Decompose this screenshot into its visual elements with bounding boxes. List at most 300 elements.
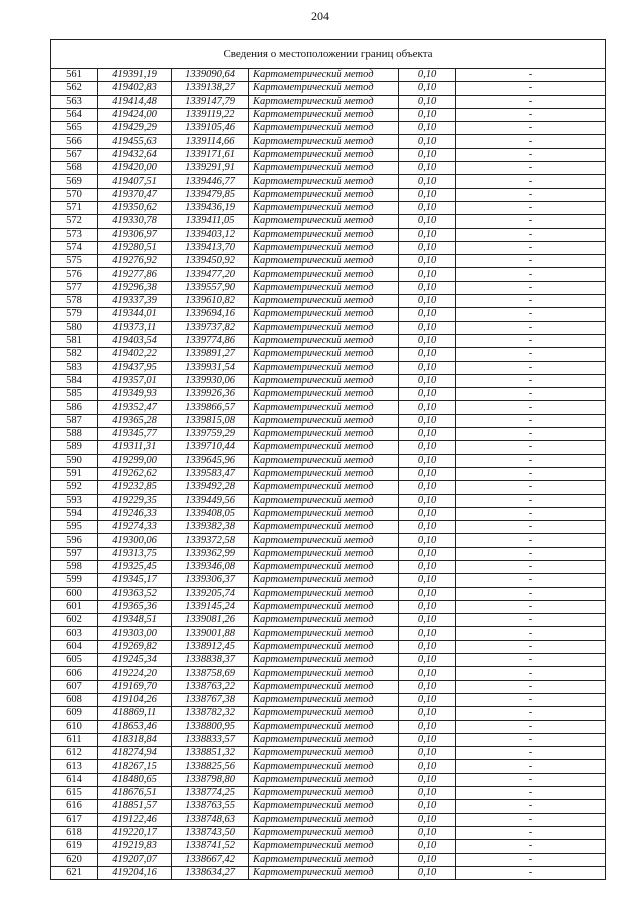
x-coordinate-cell: 419104,26 bbox=[98, 693, 172, 706]
table-row bbox=[51, 334, 606, 347]
y-coordinate-cell: 1338741,52 bbox=[172, 840, 249, 853]
point-number-cell: 566 bbox=[51, 135, 98, 148]
x-coordinate-cell: 419345,77 bbox=[98, 428, 172, 441]
y-coordinate-cell: 1339205,74 bbox=[172, 587, 249, 600]
table-row bbox=[51, 175, 606, 188]
x-coordinate-cell: 419262,62 bbox=[98, 467, 172, 480]
accuracy-cell: 0,10 bbox=[399, 82, 456, 95]
accuracy-cell: 0,10 bbox=[399, 135, 456, 148]
note-cell: - bbox=[456, 640, 606, 653]
y-coordinate-cell: 1339891,27 bbox=[172, 348, 249, 361]
table-row bbox=[51, 108, 606, 121]
table-row bbox=[51, 481, 606, 494]
accuracy-cell: 0,10 bbox=[399, 654, 456, 667]
accuracy-cell: 0,10 bbox=[399, 800, 456, 813]
x-coordinate-cell: 419207,07 bbox=[98, 853, 172, 866]
table-row bbox=[51, 747, 606, 760]
point-number-cell: 576 bbox=[51, 268, 98, 281]
x-coordinate-cell: 419365,36 bbox=[98, 600, 172, 613]
method-cell: Картометрический метод bbox=[249, 614, 399, 627]
accuracy-cell: 0,10 bbox=[399, 627, 456, 640]
accuracy-cell: 0,10 bbox=[399, 481, 456, 494]
method-cell: Картометрический метод bbox=[249, 654, 399, 667]
x-coordinate-cell: 418653,46 bbox=[98, 720, 172, 733]
method-cell: Картометрический метод bbox=[249, 587, 399, 600]
note-cell: - bbox=[456, 467, 606, 480]
note-cell: - bbox=[456, 441, 606, 454]
table-row bbox=[51, 560, 606, 573]
x-coordinate-cell: 419349,93 bbox=[98, 388, 172, 401]
note-cell: - bbox=[456, 627, 606, 640]
method-cell: Картометрический метод bbox=[249, 627, 399, 640]
method-cell: Картометрический метод bbox=[249, 162, 399, 175]
point-number-cell: 567 bbox=[51, 148, 98, 161]
x-coordinate-cell: 419303,00 bbox=[98, 627, 172, 640]
y-coordinate-cell: 1338748,63 bbox=[172, 813, 249, 826]
x-coordinate-cell: 419337,39 bbox=[98, 295, 172, 308]
point-number-cell: 561 bbox=[51, 69, 98, 82]
x-coordinate-cell: 419345,17 bbox=[98, 574, 172, 587]
table-row bbox=[51, 680, 606, 693]
point-number-cell: 592 bbox=[51, 481, 98, 494]
method-cell: Картометрический метод bbox=[249, 534, 399, 547]
x-coordinate-cell: 418851,57 bbox=[98, 800, 172, 813]
accuracy-cell: 0,10 bbox=[399, 574, 456, 587]
method-cell: Картометрический метод bbox=[249, 640, 399, 653]
note-cell: - bbox=[456, 787, 606, 800]
x-coordinate-cell: 419280,51 bbox=[98, 241, 172, 254]
y-coordinate-cell: 1339645,96 bbox=[172, 454, 249, 467]
x-coordinate-cell: 419407,51 bbox=[98, 175, 172, 188]
note-cell: - bbox=[456, 321, 606, 334]
point-number-cell: 590 bbox=[51, 454, 98, 467]
x-coordinate-cell: 418267,15 bbox=[98, 760, 172, 773]
table-row bbox=[51, 600, 606, 613]
method-cell: Картометрический метод bbox=[249, 374, 399, 387]
accuracy-cell: 0,10 bbox=[399, 69, 456, 82]
accuracy-cell: 0,10 bbox=[399, 414, 456, 427]
table-row bbox=[51, 693, 606, 706]
point-number-cell: 598 bbox=[51, 560, 98, 573]
note-cell: - bbox=[456, 614, 606, 627]
note-cell: - bbox=[456, 228, 606, 241]
note-cell: - bbox=[456, 507, 606, 520]
boundary-table-container bbox=[50, 39, 605, 880]
y-coordinate-cell: 1338798,80 bbox=[172, 773, 249, 786]
x-coordinate-cell: 419313,75 bbox=[98, 547, 172, 560]
y-coordinate-cell: 1339737,82 bbox=[172, 321, 249, 334]
point-number-cell: 599 bbox=[51, 574, 98, 587]
point-number-cell: 607 bbox=[51, 680, 98, 693]
note-cell: - bbox=[456, 188, 606, 201]
y-coordinate-cell: 1339583,47 bbox=[172, 467, 249, 480]
table-row bbox=[51, 295, 606, 308]
point-number-cell: 601 bbox=[51, 600, 98, 613]
point-number-cell: 581 bbox=[51, 334, 98, 347]
accuracy-cell: 0,10 bbox=[399, 162, 456, 175]
note-cell: - bbox=[456, 135, 606, 148]
table-row bbox=[51, 733, 606, 746]
point-number-cell: 568 bbox=[51, 162, 98, 175]
method-cell: Картометрический метод bbox=[249, 281, 399, 294]
y-coordinate-cell: 1339171,61 bbox=[172, 148, 249, 161]
method-cell: Картометрический метод bbox=[249, 733, 399, 746]
y-coordinate-cell: 1339492,28 bbox=[172, 481, 249, 494]
accuracy-cell: 0,10 bbox=[399, 733, 456, 746]
accuracy-cell: 0,10 bbox=[399, 175, 456, 188]
x-coordinate-cell: 419370,47 bbox=[98, 188, 172, 201]
y-coordinate-cell: 1339694,16 bbox=[172, 308, 249, 321]
point-number-cell: 596 bbox=[51, 534, 98, 547]
y-coordinate-cell: 1338743,50 bbox=[172, 826, 249, 839]
x-coordinate-cell: 419246,33 bbox=[98, 507, 172, 520]
accuracy-cell: 0,10 bbox=[399, 547, 456, 560]
accuracy-cell: 0,10 bbox=[399, 534, 456, 547]
y-coordinate-cell: 1338774,25 bbox=[172, 787, 249, 800]
point-number-cell: 579 bbox=[51, 308, 98, 321]
table-row bbox=[51, 640, 606, 653]
point-number-cell: 603 bbox=[51, 627, 98, 640]
x-coordinate-cell: 418676,51 bbox=[98, 787, 172, 800]
point-number-cell: 594 bbox=[51, 507, 98, 520]
table-row bbox=[51, 494, 606, 507]
accuracy-cell: 0,10 bbox=[399, 747, 456, 760]
point-number-cell: 608 bbox=[51, 693, 98, 706]
method-cell: Картометрический метод bbox=[249, 401, 399, 414]
y-coordinate-cell: 1339411,05 bbox=[172, 215, 249, 228]
note-cell: - bbox=[456, 175, 606, 188]
y-coordinate-cell: 1339931,54 bbox=[172, 361, 249, 374]
accuracy-cell: 0,10 bbox=[399, 228, 456, 241]
note-cell: - bbox=[456, 334, 606, 347]
note-cell: - bbox=[456, 201, 606, 214]
x-coordinate-cell: 418480,65 bbox=[98, 773, 172, 786]
table-row bbox=[51, 866, 606, 879]
x-coordinate-cell: 419232,85 bbox=[98, 481, 172, 494]
point-number-cell: 606 bbox=[51, 667, 98, 680]
x-coordinate-cell: 419403,54 bbox=[98, 334, 172, 347]
note-cell: - bbox=[456, 122, 606, 135]
table-row bbox=[51, 148, 606, 161]
table-row bbox=[51, 255, 606, 268]
x-coordinate-cell: 419330,78 bbox=[98, 215, 172, 228]
point-number-cell: 585 bbox=[51, 388, 98, 401]
accuracy-cell: 0,10 bbox=[399, 494, 456, 507]
point-number-cell: 572 bbox=[51, 215, 98, 228]
note-cell: - bbox=[456, 281, 606, 294]
table-row bbox=[51, 507, 606, 520]
method-cell: Картометрический метод bbox=[249, 201, 399, 214]
y-coordinate-cell: 1339362,99 bbox=[172, 547, 249, 560]
point-number-cell: 573 bbox=[51, 228, 98, 241]
table-row bbox=[51, 840, 606, 853]
accuracy-cell: 0,10 bbox=[399, 507, 456, 520]
x-coordinate-cell: 419391,19 bbox=[98, 69, 172, 82]
y-coordinate-cell: 1339815,08 bbox=[172, 414, 249, 427]
note-cell: - bbox=[456, 401, 606, 414]
table-row bbox=[51, 374, 606, 387]
accuracy-cell: 0,10 bbox=[399, 614, 456, 627]
accuracy-cell: 0,10 bbox=[399, 853, 456, 866]
table-row bbox=[51, 614, 606, 627]
point-number-cell: 610 bbox=[51, 720, 98, 733]
point-number-cell: 616 bbox=[51, 800, 98, 813]
method-cell: Картометрический метод bbox=[249, 760, 399, 773]
accuracy-cell: 0,10 bbox=[399, 361, 456, 374]
y-coordinate-cell: 1338800,95 bbox=[172, 720, 249, 733]
point-number-cell: 578 bbox=[51, 295, 98, 308]
accuracy-cell: 0,10 bbox=[399, 693, 456, 706]
point-number-cell: 595 bbox=[51, 521, 98, 534]
note-cell: - bbox=[456, 308, 606, 321]
note-cell: - bbox=[456, 587, 606, 600]
method-cell: Картометрический метод bbox=[249, 853, 399, 866]
point-number-cell: 582 bbox=[51, 348, 98, 361]
accuracy-cell: 0,10 bbox=[399, 760, 456, 773]
table-row bbox=[51, 627, 606, 640]
point-number-cell: 621 bbox=[51, 866, 98, 879]
note-cell: - bbox=[456, 348, 606, 361]
note-cell: - bbox=[456, 866, 606, 879]
accuracy-cell: 0,10 bbox=[399, 321, 456, 334]
y-coordinate-cell: 1339408,05 bbox=[172, 507, 249, 520]
method-cell: Картометрический метод bbox=[249, 720, 399, 733]
point-number-cell: 602 bbox=[51, 614, 98, 627]
note-cell: - bbox=[456, 773, 606, 786]
accuracy-cell: 0,10 bbox=[399, 454, 456, 467]
table-row bbox=[51, 587, 606, 600]
x-coordinate-cell: 419300,06 bbox=[98, 534, 172, 547]
y-coordinate-cell: 1339479,85 bbox=[172, 188, 249, 201]
note-cell: - bbox=[456, 707, 606, 720]
note-cell: - bbox=[456, 720, 606, 733]
y-coordinate-cell: 1339346,08 bbox=[172, 560, 249, 573]
table-row bbox=[51, 547, 606, 560]
table-row bbox=[51, 135, 606, 148]
point-number-cell: 605 bbox=[51, 654, 98, 667]
x-coordinate-cell: 419299,00 bbox=[98, 454, 172, 467]
accuracy-cell: 0,10 bbox=[399, 295, 456, 308]
accuracy-cell: 0,10 bbox=[399, 720, 456, 733]
note-cell: - bbox=[456, 600, 606, 613]
point-number-cell: 609 bbox=[51, 707, 98, 720]
y-coordinate-cell: 1339450,92 bbox=[172, 255, 249, 268]
x-coordinate-cell: 419229,35 bbox=[98, 494, 172, 507]
y-coordinate-cell: 1339759,29 bbox=[172, 428, 249, 441]
y-coordinate-cell: 1339306,37 bbox=[172, 574, 249, 587]
x-coordinate-cell: 419365,28 bbox=[98, 414, 172, 427]
y-coordinate-cell: 1339557,90 bbox=[172, 281, 249, 294]
accuracy-cell: 0,10 bbox=[399, 388, 456, 401]
x-coordinate-cell: 419269,82 bbox=[98, 640, 172, 653]
x-coordinate-cell: 419429,29 bbox=[98, 122, 172, 135]
method-cell: Картометрический метод bbox=[249, 135, 399, 148]
y-coordinate-cell: 1339774,86 bbox=[172, 334, 249, 347]
table-row bbox=[51, 162, 606, 175]
y-coordinate-cell: 1338912,45 bbox=[172, 640, 249, 653]
note-cell: - bbox=[456, 667, 606, 680]
accuracy-cell: 0,10 bbox=[399, 401, 456, 414]
y-coordinate-cell: 1339926,36 bbox=[172, 388, 249, 401]
method-cell: Картометрический метод bbox=[249, 108, 399, 121]
method-cell: Картометрический метод bbox=[249, 507, 399, 520]
y-coordinate-cell: 1338767,38 bbox=[172, 693, 249, 706]
note-cell: - bbox=[456, 747, 606, 760]
accuracy-cell: 0,10 bbox=[399, 773, 456, 786]
y-coordinate-cell: 1339001,88 bbox=[172, 627, 249, 640]
method-cell: Картометрический метод bbox=[249, 241, 399, 254]
note-cell: - bbox=[456, 534, 606, 547]
point-number-cell: 587 bbox=[51, 414, 98, 427]
method-cell: Картометрический метод bbox=[249, 467, 399, 480]
x-coordinate-cell: 418318,84 bbox=[98, 733, 172, 746]
accuracy-cell: 0,10 bbox=[399, 600, 456, 613]
accuracy-cell: 0,10 bbox=[399, 826, 456, 839]
x-coordinate-cell: 419352,47 bbox=[98, 401, 172, 414]
y-coordinate-cell: 1338758,69 bbox=[172, 667, 249, 680]
table-row bbox=[51, 69, 606, 82]
method-cell: Картометрический метод bbox=[249, 122, 399, 135]
x-coordinate-cell: 419437,95 bbox=[98, 361, 172, 374]
table-row bbox=[51, 574, 606, 587]
method-cell: Картометрический метод bbox=[249, 388, 399, 401]
x-coordinate-cell: 419296,38 bbox=[98, 281, 172, 294]
table-row bbox=[51, 388, 606, 401]
method-cell: Картометрический метод bbox=[249, 800, 399, 813]
page-number: 204 bbox=[311, 9, 329, 23]
table-row bbox=[51, 667, 606, 680]
x-coordinate-cell: 419344,01 bbox=[98, 308, 172, 321]
table-row bbox=[51, 361, 606, 374]
note-cell: - bbox=[456, 295, 606, 308]
table-row bbox=[51, 268, 606, 281]
note-cell: - bbox=[456, 268, 606, 281]
note-cell: - bbox=[456, 255, 606, 268]
method-cell: Картометрический метод bbox=[249, 414, 399, 427]
x-coordinate-cell: 419306,97 bbox=[98, 228, 172, 241]
table-row bbox=[51, 454, 606, 467]
method-cell: Картометрический метод bbox=[249, 840, 399, 853]
accuracy-cell: 0,10 bbox=[399, 521, 456, 534]
table-row bbox=[51, 534, 606, 547]
note-cell: - bbox=[456, 361, 606, 374]
y-coordinate-cell: 1338763,22 bbox=[172, 680, 249, 693]
point-number-cell: 597 bbox=[51, 547, 98, 560]
x-coordinate-cell: 419363,52 bbox=[98, 587, 172, 600]
accuracy-cell: 0,10 bbox=[399, 374, 456, 387]
point-number-cell: 575 bbox=[51, 255, 98, 268]
method-cell: Картометрический метод bbox=[249, 188, 399, 201]
method-cell: Картометрический метод bbox=[249, 295, 399, 308]
table-row bbox=[51, 215, 606, 228]
method-cell: Картометрический метод bbox=[249, 574, 399, 587]
x-coordinate-cell: 419402,22 bbox=[98, 348, 172, 361]
x-coordinate-cell: 419455,63 bbox=[98, 135, 172, 148]
y-coordinate-cell: 1339449,56 bbox=[172, 494, 249, 507]
accuracy-cell: 0,10 bbox=[399, 467, 456, 480]
x-coordinate-cell: 419357,01 bbox=[98, 374, 172, 387]
accuracy-cell: 0,10 bbox=[399, 148, 456, 161]
note-cell: - bbox=[456, 826, 606, 839]
point-number-cell: 591 bbox=[51, 467, 98, 480]
x-coordinate-cell: 418274,94 bbox=[98, 747, 172, 760]
accuracy-cell: 0,10 bbox=[399, 560, 456, 573]
method-cell: Картометрический метод bbox=[249, 747, 399, 760]
note-cell: - bbox=[456, 414, 606, 427]
accuracy-cell: 0,10 bbox=[399, 680, 456, 693]
method-cell: Картометрический метод bbox=[249, 361, 399, 374]
table-row bbox=[51, 122, 606, 135]
note-cell: - bbox=[456, 733, 606, 746]
note-cell: - bbox=[456, 813, 606, 826]
point-number-cell: 620 bbox=[51, 853, 98, 866]
accuracy-cell: 0,10 bbox=[399, 108, 456, 121]
method-cell: Картометрический метод bbox=[249, 334, 399, 347]
table-row bbox=[51, 773, 606, 786]
table-row bbox=[51, 321, 606, 334]
point-number-cell: 574 bbox=[51, 241, 98, 254]
table-row bbox=[51, 441, 606, 454]
method-cell: Картометрический метод bbox=[249, 268, 399, 281]
x-coordinate-cell: 419348,51 bbox=[98, 614, 172, 627]
y-coordinate-cell: 1338634,27 bbox=[172, 866, 249, 879]
method-cell: Картометрический метод bbox=[249, 308, 399, 321]
point-number-cell: 571 bbox=[51, 201, 98, 214]
note-cell: - bbox=[456, 760, 606, 773]
accuracy-cell: 0,10 bbox=[399, 441, 456, 454]
x-coordinate-cell: 419373,11 bbox=[98, 321, 172, 334]
method-cell: Картометрический метод bbox=[249, 826, 399, 839]
y-coordinate-cell: 1339446,77 bbox=[172, 175, 249, 188]
table-row bbox=[51, 241, 606, 254]
x-coordinate-cell: 419276,92 bbox=[98, 255, 172, 268]
table-row bbox=[51, 188, 606, 201]
accuracy-cell: 0,10 bbox=[399, 587, 456, 600]
point-number-cell: 613 bbox=[51, 760, 98, 773]
table-row bbox=[51, 760, 606, 773]
method-cell: Картометрический метод bbox=[249, 148, 399, 161]
accuracy-cell: 0,10 bbox=[399, 813, 456, 826]
method-cell: Картометрический метод bbox=[249, 600, 399, 613]
y-coordinate-cell: 1338763,55 bbox=[172, 800, 249, 813]
method-cell: Картометрический метод bbox=[249, 215, 399, 228]
table-body bbox=[51, 69, 606, 880]
note-cell: - bbox=[456, 680, 606, 693]
point-number-cell: 617 bbox=[51, 813, 98, 826]
note-cell: - bbox=[456, 69, 606, 82]
accuracy-cell: 0,10 bbox=[399, 787, 456, 800]
point-number-cell: 619 bbox=[51, 840, 98, 853]
accuracy-cell: 0,10 bbox=[399, 707, 456, 720]
accuracy-cell: 0,10 bbox=[399, 122, 456, 135]
note-cell: - bbox=[456, 654, 606, 667]
y-coordinate-cell: 1339105,46 bbox=[172, 122, 249, 135]
x-coordinate-cell: 419424,00 bbox=[98, 108, 172, 121]
table-row bbox=[51, 82, 606, 95]
accuracy-cell: 0,10 bbox=[399, 215, 456, 228]
y-coordinate-cell: 1339403,12 bbox=[172, 228, 249, 241]
method-cell: Картометрический метод bbox=[249, 787, 399, 800]
method-cell: Картометрический метод bbox=[249, 773, 399, 786]
accuracy-cell: 0,10 bbox=[399, 840, 456, 853]
table-row bbox=[51, 853, 606, 866]
note-cell: - bbox=[456, 521, 606, 534]
note-cell: - bbox=[456, 481, 606, 494]
note-cell: - bbox=[456, 241, 606, 254]
accuracy-cell: 0,10 bbox=[399, 308, 456, 321]
point-number-cell: 618 bbox=[51, 826, 98, 839]
y-coordinate-cell: 1339291,91 bbox=[172, 162, 249, 175]
